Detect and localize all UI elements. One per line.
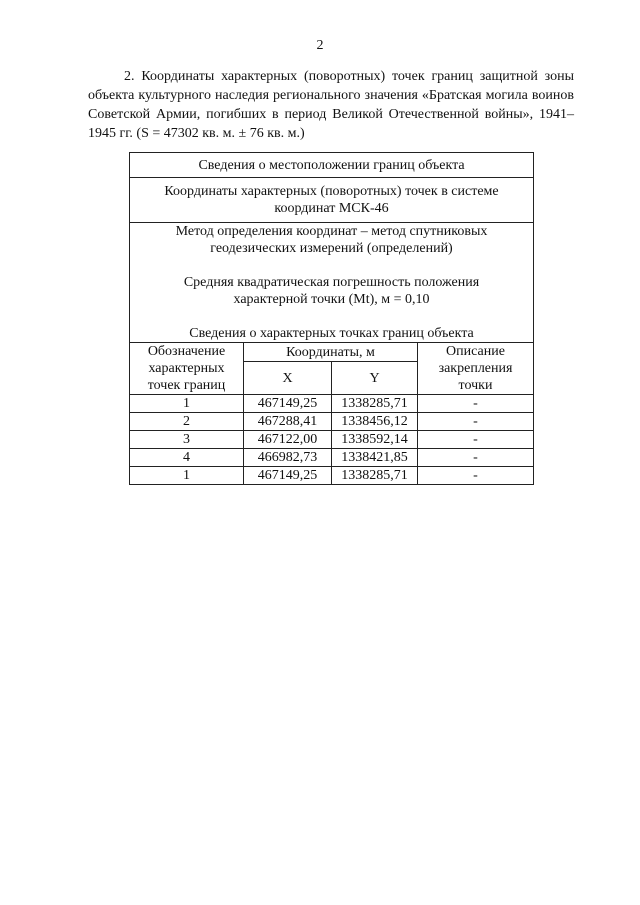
table-row xyxy=(130,413,534,431)
point-cell: 1 xyxy=(130,467,244,485)
accuracy-line2: характерной точки (Mt), м = 0,10 xyxy=(233,292,430,307)
x-cell: 467122,00 xyxy=(244,431,332,449)
y-cell: 1338456,12 xyxy=(332,413,418,431)
method-line2: геодезических измерений (определений) xyxy=(210,241,453,256)
header-designation-line3: точек границ xyxy=(147,378,226,393)
header-description-line2: закрепления xyxy=(438,361,513,376)
method-cell xyxy=(130,223,534,343)
accuracy-line1: Средняя квадратическая погрешность положения xyxy=(183,275,480,290)
coordinates-table xyxy=(129,152,534,485)
table-row xyxy=(130,449,534,467)
point-cell: 3 xyxy=(130,431,244,449)
description-cell: - xyxy=(418,395,534,413)
x-cell: 466982,73 xyxy=(244,449,332,467)
point-cell: 1 xyxy=(130,395,244,413)
table-row xyxy=(130,431,534,449)
header-designation-line2: характерных xyxy=(148,361,225,376)
section-paragraph: 2. Координаты характерных (поворотных) точек границ защитной зоны объекта культурного наследия регионального значения «Братская могила воинов Советской Армии, погибших в период Великой Отечественной войны», 1941–1945 гг. (S = 47302 кв. м. ± 76 кв. м.) xyxy=(88,69,574,141)
header-y: Y xyxy=(332,362,418,395)
point-cell: 2 xyxy=(130,413,244,431)
header-description xyxy=(418,343,534,395)
x-cell: 467288,41 xyxy=(244,413,332,431)
header-x: X xyxy=(244,362,332,395)
table-row xyxy=(130,467,534,485)
y-cell: 1338592,14 xyxy=(332,431,418,449)
points-info-line: Сведения о характерных точках границ объекта xyxy=(189,326,474,341)
method-line1: Метод определения координат – метод спутниковых xyxy=(175,224,488,239)
y-cell: 1338285,71 xyxy=(332,395,418,413)
header-description-line1: Описание xyxy=(446,344,505,359)
coordinate-system-line1: Координаты характерных (поворотных) точек в системе xyxy=(164,184,499,199)
table-row xyxy=(130,395,534,413)
header-designation-line1: Обозначение xyxy=(147,344,226,359)
x-cell: 467149,25 xyxy=(244,467,332,485)
description-cell: - xyxy=(418,467,534,485)
y-cell: 1338421,85 xyxy=(332,449,418,467)
header-designation xyxy=(130,343,244,395)
x-cell: 467149,25 xyxy=(244,395,332,413)
header-description-line3: точки xyxy=(458,378,493,393)
y-cell: 1338285,71 xyxy=(332,467,418,485)
point-cell: 4 xyxy=(130,449,244,467)
table-title: Сведения о местоположении границ объекта xyxy=(130,153,534,178)
header-coordinates: Координаты, м xyxy=(244,343,418,362)
coordinate-system-line2: координат МСК-46 xyxy=(274,201,389,216)
coordinate-system-cell xyxy=(130,178,534,223)
description-cell: - xyxy=(418,431,534,449)
page-number: 2 xyxy=(316,38,324,53)
description-cell: - xyxy=(418,413,534,431)
description-cell: - xyxy=(418,449,534,467)
